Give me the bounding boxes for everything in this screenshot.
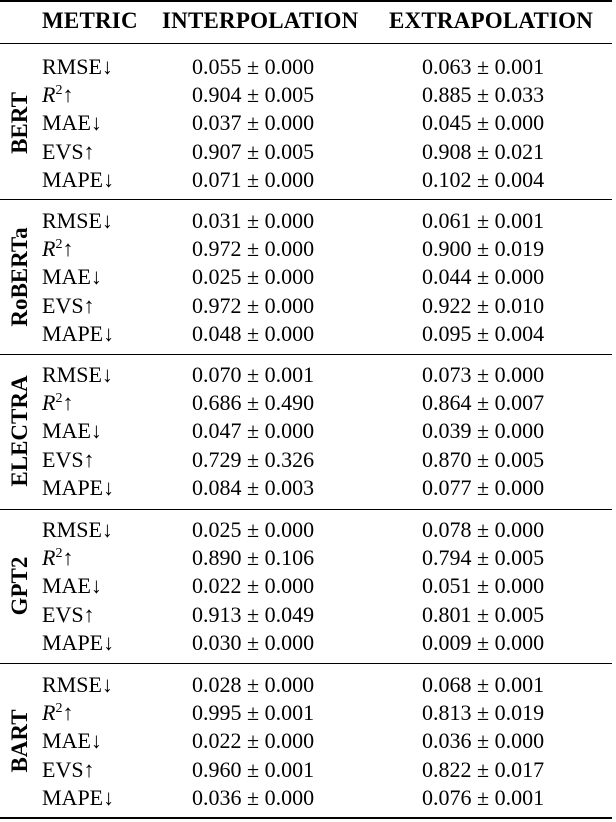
metric-cell xyxy=(42,700,73,726)
interpolation-cell: 0.055 ± 0.000 xyxy=(192,54,315,79)
metric-superscript: 2 xyxy=(55,391,63,407)
interpolation-cell: 0.729 ± 0.326 xyxy=(192,446,315,472)
extrapolation-cell: 0.801 ± 0.005 xyxy=(422,601,545,627)
interpolation-cell: 0.031 ± 0.000 xyxy=(192,208,315,233)
interpolation-cell: 0.030 ± 0.000 xyxy=(192,629,315,655)
extrapolation-cell: 0.039 ± 0.000 xyxy=(422,418,545,444)
extrapolation-cell: 0.009 ± 0.000 xyxy=(422,629,545,655)
extrapolation-cell: 0.864 ± 0.007 xyxy=(422,390,545,416)
interpolation-cell: 0.960 ± 0.001 xyxy=(192,756,315,782)
metric-superscript: 2 xyxy=(55,83,63,99)
metric-arrow: ↑ xyxy=(62,82,74,108)
interpolation-cell: 0.036 ± 0.000 xyxy=(192,784,315,810)
extrapolation-cell: 0.900 ± 0.019 xyxy=(422,236,545,262)
interpolation-cell: 0.686 ± 0.490 xyxy=(192,390,315,416)
metric-superscript: 2 xyxy=(55,701,63,717)
metric-cell xyxy=(42,390,73,416)
extrapolation-cell: 0.794 ± 0.005 xyxy=(422,545,545,571)
metric-cell: RMSE↓ xyxy=(42,54,113,79)
metric-cell: RMSE↓ xyxy=(42,208,113,233)
group-separator xyxy=(0,199,612,200)
metric-cell: MAE↓ xyxy=(42,573,102,599)
metric-cell xyxy=(42,236,73,262)
metric-arrow: ↑ xyxy=(62,545,74,571)
metric-cell: MAE↓ xyxy=(42,418,102,444)
metric-arrow: ↑ xyxy=(62,390,74,416)
model-label: RoBERTa xyxy=(7,227,32,328)
interpolation-cell: 0.972 ± 0.000 xyxy=(192,292,315,318)
bottom-rule xyxy=(0,817,612,819)
metric-cell: MAE↓ xyxy=(42,728,102,754)
interpolation-cell: 0.048 ± 0.000 xyxy=(192,320,315,346)
extrapolation-cell: 0.076 ± 0.001 xyxy=(422,784,545,810)
metric-cell: EVS↑ xyxy=(42,756,95,782)
group-separator xyxy=(0,663,612,664)
interpolation-cell: 0.025 ± 0.000 xyxy=(192,264,315,290)
interpolation-cell: 0.907 ± 0.005 xyxy=(192,138,315,164)
interpolation-cell: 0.972 ± 0.000 xyxy=(192,236,315,262)
metric-arrow: ↑ xyxy=(62,236,74,262)
metric-cell: MAE↓ xyxy=(42,110,102,136)
extrapolation-cell: 0.813 ± 0.019 xyxy=(422,700,545,726)
extrapolation-cell: 0.102 ± 0.004 xyxy=(422,166,545,192)
interpolation-cell: 0.025 ± 0.000 xyxy=(192,517,315,542)
metric-cell xyxy=(42,545,73,571)
interpolation-cell: 0.070 ± 0.001 xyxy=(192,362,315,387)
metric-superscript: 2 xyxy=(55,237,63,253)
metric-cell: MAPE↓ xyxy=(42,474,115,500)
interpolation-cell: 0.022 ± 0.000 xyxy=(192,573,315,599)
group-separator xyxy=(0,509,612,510)
metric-cell: EVS↑ xyxy=(42,446,95,472)
metric-cell: EVS↑ xyxy=(42,292,95,318)
extrapolation-cell: 0.061 ± 0.001 xyxy=(422,208,545,233)
interpolation-cell: 0.995 ± 0.001 xyxy=(192,700,315,726)
extrapolation-cell: 0.077 ± 0.000 xyxy=(422,474,545,500)
metric-symbol: R xyxy=(42,700,56,726)
interpolation-cell: 0.913 ± 0.049 xyxy=(192,601,315,627)
metric-cell: MAPE↓ xyxy=(42,166,115,192)
metric-cell xyxy=(42,82,73,108)
interpolation-cell: 0.028 ± 0.000 xyxy=(192,672,315,697)
metric-cell: EVS↑ xyxy=(42,138,95,164)
extrapolation-cell: 0.908 ± 0.021 xyxy=(422,138,545,164)
metric-symbol: R xyxy=(42,82,56,108)
metric-cell: MAPE↓ xyxy=(42,320,115,346)
interpolation-cell: 0.037 ± 0.000 xyxy=(192,110,315,136)
metric-cell: RMSE↓ xyxy=(42,517,113,542)
metric-cell: MAPE↓ xyxy=(42,629,115,655)
header-extrapolation: EXTRAPOLATION xyxy=(389,8,594,33)
extrapolation-cell: 0.036 ± 0.000 xyxy=(422,728,545,754)
metric-superscript: 2 xyxy=(55,546,63,562)
extrapolation-cell: 0.068 ± 0.001 xyxy=(422,672,545,697)
metric-arrow: ↑ xyxy=(62,700,74,726)
header-metric: METRIC xyxy=(42,8,138,33)
model-label: GPT2 xyxy=(7,557,32,616)
metric-cell: MAPE↓ xyxy=(42,784,115,810)
interpolation-cell: 0.071 ± 0.000 xyxy=(192,166,315,192)
extrapolation-cell: 0.073 ± 0.000 xyxy=(422,362,545,387)
metric-cell: EVS↑ xyxy=(42,601,95,627)
interpolation-cell: 0.890 ± 0.106 xyxy=(192,545,315,571)
metric-symbol: R xyxy=(42,236,56,262)
interpolation-cell: 0.084 ± 0.003 xyxy=(192,474,315,500)
extrapolation-cell: 0.045 ± 0.000 xyxy=(422,110,545,136)
model-label: BART xyxy=(7,709,32,773)
metric-symbol: R xyxy=(42,390,56,416)
extrapolation-cell: 0.044 ± 0.000 xyxy=(422,264,545,290)
extrapolation-cell: 0.922 ± 0.010 xyxy=(422,292,545,318)
metric-cell: RMSE↓ xyxy=(42,362,113,387)
interpolation-cell: 0.022 ± 0.000 xyxy=(192,728,315,754)
header-interpolation: INTERPOLATION xyxy=(162,8,359,33)
extrapolation-cell: 0.822 ± 0.017 xyxy=(422,756,545,782)
metric-cell: RMSE↓ xyxy=(42,672,113,697)
extrapolation-cell: 0.051 ± 0.000 xyxy=(422,573,545,599)
model-label: BERT xyxy=(7,92,32,155)
top-rule xyxy=(0,0,612,2)
extrapolation-cell: 0.870 ± 0.005 xyxy=(422,446,545,472)
extrapolation-cell: 0.078 ± 0.000 xyxy=(422,517,545,542)
model-label: ELECTRA xyxy=(7,375,32,487)
metric-cell: MAE↓ xyxy=(42,264,102,290)
metric-symbol: R xyxy=(42,545,56,571)
extrapolation-cell: 0.095 ± 0.004 xyxy=(422,320,545,346)
header-rule xyxy=(0,43,612,44)
interpolation-cell: 0.047 ± 0.000 xyxy=(192,418,315,444)
interpolation-cell: 0.904 ± 0.005 xyxy=(192,82,315,108)
group-separator xyxy=(0,354,612,355)
extrapolation-cell: 0.063 ± 0.001 xyxy=(422,54,545,79)
extrapolation-cell: 0.885 ± 0.033 xyxy=(422,82,545,108)
